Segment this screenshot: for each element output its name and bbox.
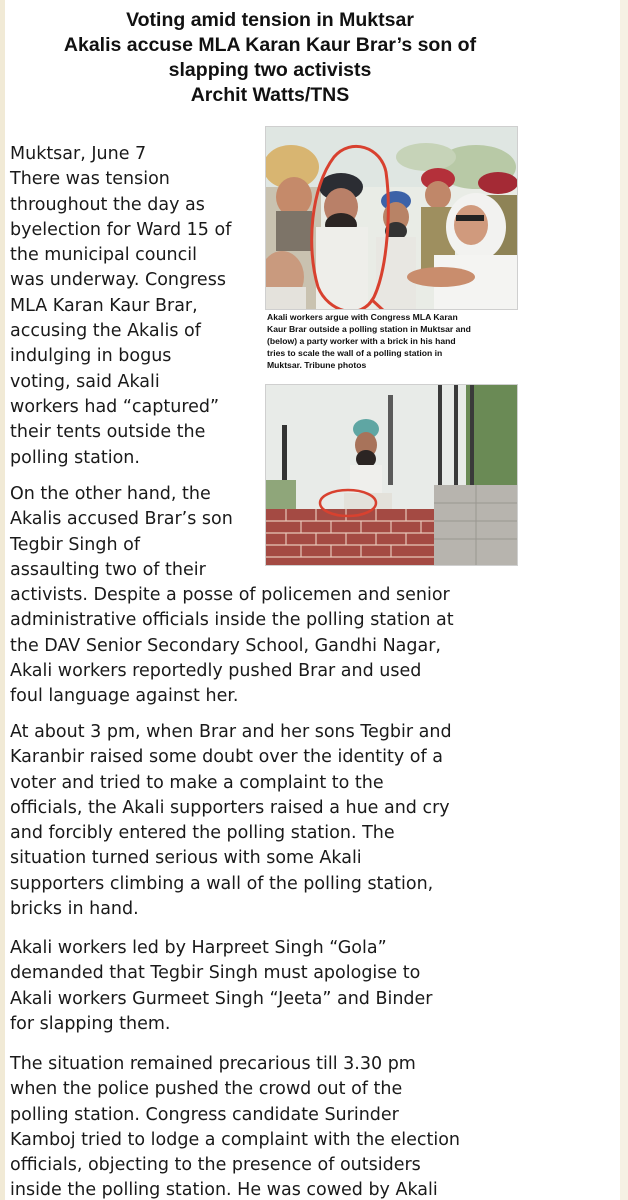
paragraph-line: their tents outside the xyxy=(10,422,206,443)
paragraph-line: At about 3 pm, when Brar and her sons Tegbir and xyxy=(10,722,452,742)
paragraph-line: administrative officials inside the polling station at xyxy=(10,610,454,631)
paragraph-line: and forcibly entered the polling station. The xyxy=(10,823,395,844)
paragraph-line: supporters climbing a wall of the polling station, xyxy=(10,873,434,894)
photo-argument-image xyxy=(266,127,518,310)
paragraph-line: Muktsar, June 7 xyxy=(10,144,147,164)
headline-line-1: Voting amid tension in Muktsar xyxy=(126,9,414,31)
paragraph-line: workers had “captured” xyxy=(10,396,220,417)
caption-line: tries to scale the wall of a polling station in xyxy=(267,348,443,358)
caption-line: Kaur Brar outside a polling station in Muktsar and xyxy=(267,324,471,334)
paragraph-line: for slapping them. xyxy=(10,1013,171,1034)
caption-line: Muktsar. Tribune photos xyxy=(267,360,367,370)
paragraph-line: Akali workers reportedly pushed Brar and used xyxy=(10,660,422,681)
paragraph-line: foul language against her. xyxy=(10,686,239,707)
paragraph-line: assaulting two of their xyxy=(10,559,206,580)
paragraph-line: On the other hand, the xyxy=(10,484,211,504)
paragraph-line: officials, objecting to the presence of outsiders xyxy=(10,1155,421,1176)
paragraph-line: byelection for Ward 15 of xyxy=(10,219,232,240)
paragraph-line: The situation remained precarious till 3.30 pm xyxy=(10,1054,416,1074)
paragraph-line: Karanbir raised some doubt over the identity of a xyxy=(10,747,443,768)
page-left-edge xyxy=(0,0,5,1200)
paragraph-2-wide xyxy=(10,583,530,709)
paragraph-line: MLA Karan Kaur Brar, xyxy=(10,295,198,316)
paragraph-line: activists. Despite a posse of policemen and senior xyxy=(10,585,450,605)
paragraph-line: demanded that Tegbir Singh must apologise to xyxy=(10,963,421,984)
paragraph-line: There was tension xyxy=(10,169,170,190)
byline: Archit Watts/TNS xyxy=(190,84,350,106)
paragraph-line: Akalis accused Brar’s son xyxy=(10,509,233,530)
paragraph-line: polling station. Congress candidate Surinder xyxy=(10,1104,399,1125)
page-right-edge xyxy=(620,0,628,1200)
caption-line: (below) a party worker with a brick in his hand xyxy=(267,336,456,346)
photo-2-block xyxy=(265,384,518,566)
headline-line-3: slapping two activists xyxy=(168,59,372,81)
paragraph-5 xyxy=(10,1052,530,1200)
paragraph-line: accusing the Akalis of xyxy=(10,321,201,342)
paragraph-line: voting, said Akali xyxy=(10,371,160,392)
paragraph-line: Kamboj tried to lodge a complaint with the election xyxy=(10,1129,461,1150)
paragraph-line: Tegbir Singh of xyxy=(10,534,141,555)
photo-argument xyxy=(265,126,518,310)
paragraph-line: polling station. xyxy=(10,447,140,468)
paragraph-4 xyxy=(10,936,530,1037)
caption-line: Akali workers argue with Congress MLA Karan xyxy=(267,312,458,322)
paragraph-line: indulging in bogus xyxy=(10,346,172,367)
paragraph-line: was underway. Congress xyxy=(10,270,226,291)
paragraph-line: throughout the day as xyxy=(10,194,205,215)
paragraph-line: voter and tried to make a complaint to the xyxy=(10,772,384,793)
photo-wall xyxy=(265,384,518,566)
paragraph-line: situation turned serious with some Akali xyxy=(10,848,362,869)
paragraph-line: the municipal council xyxy=(10,245,197,266)
photo-caption xyxy=(265,310,519,371)
paragraph-line: bricks in hand. xyxy=(10,899,139,920)
paragraph-2-narrow xyxy=(10,482,262,583)
paragraph-line: inside the polling station. He was cowed by Akali xyxy=(10,1180,438,1200)
paragraph-3 xyxy=(10,720,530,922)
headline-line-2: Akalis accuse MLA Karan Kaur Brar’s son of xyxy=(63,34,477,56)
paragraph-line: when the police pushed the crowd out of the xyxy=(10,1079,403,1100)
headline-block xyxy=(0,8,540,108)
paragraph-line: the DAV Senior Secondary School, Gandhi Nagar, xyxy=(10,635,441,656)
paragraph-line: Akali workers Gurmeet Singh “Jeeta” and Binder xyxy=(10,988,433,1009)
paragraph-1 xyxy=(10,142,262,471)
paragraph-line: Akali workers led by Harpreet Singh “Gola” xyxy=(10,938,387,958)
paragraph-line: officials, the Akali supporters raised a hue and cry xyxy=(10,797,450,818)
photo-1-block xyxy=(265,126,518,371)
photo-wall-image xyxy=(266,385,518,566)
